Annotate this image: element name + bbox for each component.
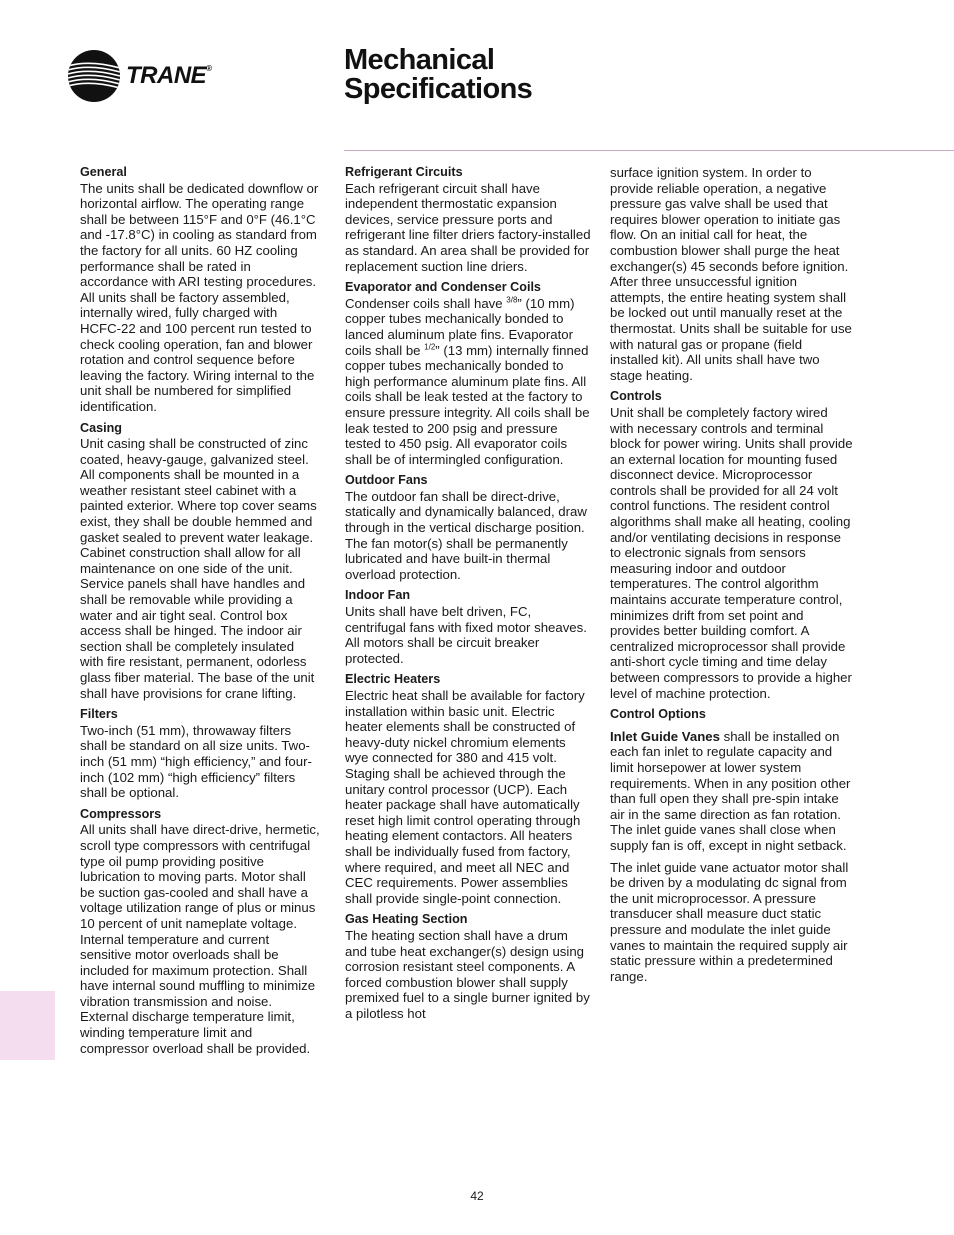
- section-heading-gas-heating: Gas Heating Section: [345, 912, 468, 927]
- fraction-one-half: 1/2: [424, 342, 436, 352]
- section-text-compressors: All units shall have direct-drive, hermetic, scroll type compressors with centrifugal type oil pump providing positive lubrication to moving parts. Motor shall be suction gas-cooled and shall have a voltage utilization range of plus or minus 10 percent of unit nameplate voltage. Internal temperature and current sensitive motor overloads shall be included for maximum protection. Shall have internal sound muffling to minimize vibration transmission and noise. External discharge temperature limit, winding temperature limit and compressor overload shall be provided.: [80, 822, 320, 1056]
- section-text-gas-heating: The heating section shall have a drum and tube heat exchanger(s) design using corrosion resistant steel components. A forced combustion blower shall supply premixed fuel to a single burner ignited by a pilotless hot: [345, 927, 590, 1021]
- section-heading-control-options: Control Options: [610, 707, 706, 722]
- section-text-outdoor-fans: The outdoor fan shall be direct-drive, statically and dynamically balanced, draw through in the vertical discharge position. The fan motor(s) shall be permanently lubricated and have built-in thermal overload protection.: [345, 488, 587, 582]
- section-heading-refrigerant-circuits: Refrigerant Circuits: [345, 165, 463, 179]
- section-text-controls: Unit shall be completely factory wired with necessary controls and terminal block for power wiring. Units shall provide an external location for mounting fused disconnect device. Microprocessor controls shall be provided for all 24 volt control functions. The resident control algorithms shall make all heating, cooling and/or ventilating decisions in response to electronic signals from sensors measuring indoor and outdoor temperatures. The control algorithm maintains accurate temperature control, minimizes drift from set point and provides better building comfort. A centralized microprocessor shall provide anti-short cycle timing and time delay between compressors to provide a higher level of machine protection.: [610, 404, 853, 701]
- section-text-refrigerant-circuits: Each refrigerant circuit shall have independent thermostatic expansion devices, service pressure ports and refrigerant line filter driers factory-installed as standard. An area shall be provided for replacement suction line driers.: [345, 180, 591, 274]
- column-1: [80, 165, 320, 1062]
- section-text-general: The units shall be dedicated downflow or horizontal airflow. The operating range shall be between 115°F and 0°F (46.1°C and -17.8°C) in cooling as standard from the factory for all units. 60 HZ cooling performance shall be rated in accordance with ARI testing procedures. All units shall be factory assembled, internally wired, fully charged with HCFC-22 and 100 percent run tested to check cooling operation, fan and blower rotation and control sequence before leaving the factory. Wiring internal to the unit shall be numbered for simplified identification.: [80, 180, 319, 414]
- column-2: [345, 165, 591, 1027]
- section-text-indoor-fan: Units shall have belt driven, FC, centrifugal fans with fixed motor sheaves. All motors shall be circuit breaker protected.: [345, 604, 587, 666]
- side-tab-marker: [0, 991, 55, 1060]
- inlet-guide-vanes-lead: Inlet Guide Vanes: [610, 728, 720, 744]
- section-text-casing: Unit casing shall be constructed of zinc coated, heavy-gauge, galvanized steel. All components shall be mounted in a weather resistant steel cabinet with a painted exterior. Where top cover seams exist, they shall be double hemmed and gasket sealed to prevent water leakage. Cabinet construction shall allow for all maintenance on one side of the unit. Service panels shall have handles and shall be removable while providing a water and air tight seal. Control box access shall be hinged. The indoor air section shall be completely insulated with fire resistant, permanent, odorless glass fiber material. The base of the unit shall have provisions for crane lifting.: [80, 436, 317, 701]
- trane-logo-icon: [68, 50, 120, 102]
- brand-wordmark: TRANE®: [126, 62, 212, 89]
- section-text-inlet-guide-vanes: Inlet Guide Vanes shall be installed on each fan inlet to regulate capacity and limit horsepower at lower system requirements. When in any position other than full open they shall pre-spin intake air in the same direction as fan rotation. The inlet guide vanes shall close when supply fan is off, except in night setback.: [610, 728, 851, 853]
- fraction-three-eighths: 3/8: [506, 295, 518, 305]
- section-text-electric-heaters: Electric heat shall be available for factory installation within basic unit. Electric heater elements shall be constructed of heavy-duty nickel chromium elements wye connected for 380 and 415 volt. Staging shall be achieved through the unitary control processor (UCP). Each heater package shall have automatically reset high limit control operating through heating element contactors. All heaters shall be individually fused from factory, where required, and meet all NEC and CEC requirements. Power assemblies shall provide single-point connection.: [345, 688, 585, 906]
- section-heading-casing: Casing: [80, 420, 122, 435]
- column-3: [610, 165, 854, 990]
- section-text-coils: Condenser coils shall have $^{3/8}$” (10 mm) copper tubes mechanically bonded to lanced aluminum plate fins. Evaporator coils shall be $^{1/2}$” (13 mm) internally finned copper tubes mechanically bonded to high performance aluminum plate fins. All coils shall be leak tested at the factory to ensure pressure integrity. All coils shall be leak tested to 200 psig and pressure tested to 450 psig. All evaporator coils shall be of intermingled configuration.: [345, 295, 590, 467]
- section-heading-filters: Filters: [80, 707, 118, 722]
- section-heading-compressors: Compressors: [80, 806, 162, 821]
- section-heading-coils: Evaporator and Condenser Coils: [345, 280, 541, 295]
- header-divider: [344, 150, 954, 151]
- page-number: 42: [470, 1189, 484, 1203]
- section-heading-indoor-fan: Indoor Fan: [345, 588, 411, 603]
- section-heading-controls: Controls: [610, 389, 662, 404]
- section-text-filters: Two-inch (51 mm), throwaway filters shall be standard on all size units. Two-inch (51 mm) “high efficiency,” and four-inch (102 mm) “high efficiency” filters shall be optional.: [80, 722, 312, 801]
- section-heading-electric-heaters: Electric Heaters: [345, 672, 441, 687]
- brand-logo: [68, 50, 212, 102]
- page-title: Mechanical Specifications: [344, 44, 533, 105]
- section-text-actuator: The inlet guide vane actuator motor shall be driven by a modulating dc signal from the unit microprocessor. A pressure transducer shall measure duct static pressure and modulate the inlet guide vanes to maintain the required supply air static pressure within a predetermined range.: [610, 859, 849, 984]
- section-heading-general: General: [80, 165, 127, 179]
- section-text-gas-heating-continued: surface ignition system. In order to provide reliable operation, a negative pressure gas valve shall be used that requires blower operation to initiate gas flow. On an initial call for heat, the combustion blower shall purge the heat exchanger(s) 45 seconds before ignition. After three unsuccessful ignition attempts, the entire heating system shall be locked out until manually reset at the thermostat. Units shall be suitable for use with natural gas or propane (field installed kit). All units shall have two stage heating.: [610, 165, 852, 383]
- section-heading-outdoor-fans: Outdoor Fans: [345, 473, 428, 488]
